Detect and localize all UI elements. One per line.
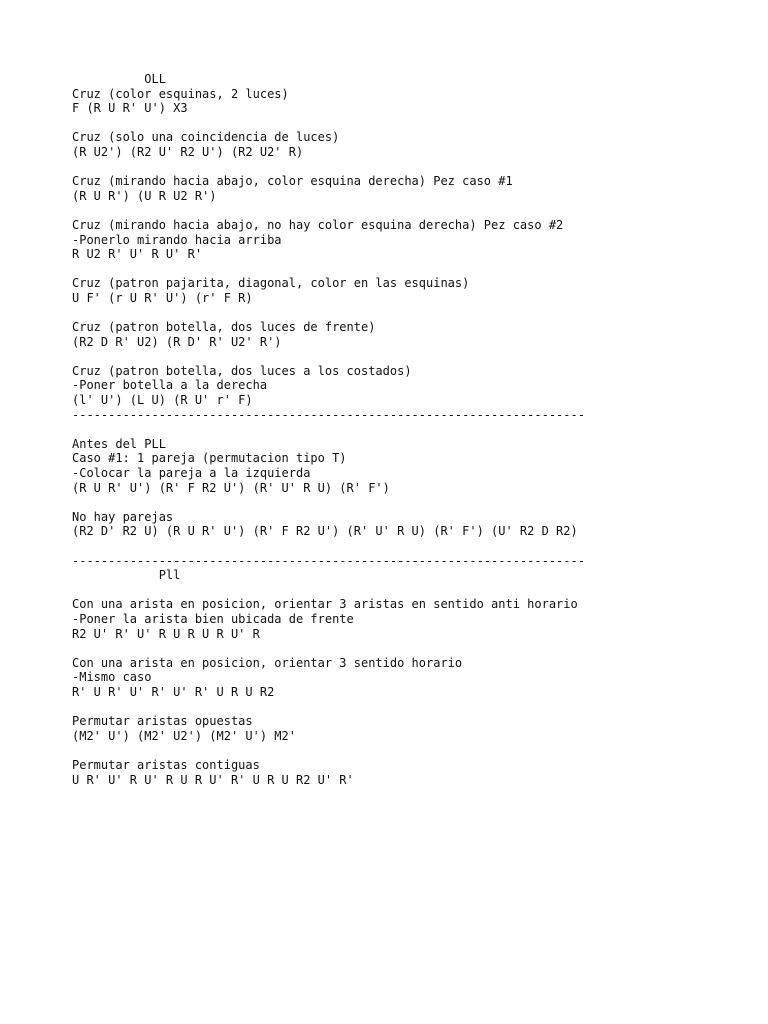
- text-line: U R' U' R U' R U R U' R' U R U R2 U' R': [72, 772, 354, 787]
- blank-line: [72, 700, 712, 715]
- blank-line: [72, 349, 712, 364]
- text-line: R2 U' R' U' R U R U R U' R: [72, 626, 260, 641]
- blank-line: [72, 160, 712, 175]
- text-line: -Poner la arista bien ubicada de frente: [72, 611, 354, 626]
- text-line: Cruz (color esquinas, 2 luces): [72, 86, 289, 101]
- text-line: (R2 D' R2 U) (R U R' U') (R' F R2 U') (R' U' R U) (R' F') (U' R2 D R2): [72, 524, 578, 539]
- text-line: (l' U') (L U) (R U' r' F): [72, 393, 253, 408]
- text-line: R' U R' U' R' U' R' U R U R2: [72, 684, 275, 699]
- text-line: (R U R') (U R U2 R'): [72, 188, 217, 203]
- text-line: Cruz (mirando hacia abajo, no hay color esquina derecha) Pez caso #2: [72, 217, 564, 232]
- blank-line: [72, 306, 712, 321]
- blank-line: [72, 495, 712, 510]
- text-line: Cruz (solo una coincidencia de luces): [72, 130, 340, 145]
- text-line: (R U R' U') (R' F R2 U') (R' U' R U) (R' F'): [72, 480, 390, 495]
- blank-line: [72, 422, 712, 437]
- document-body: [72, 72, 712, 787]
- text-line: (R U2') (R2 U' R2 U') (R2 U2' R): [72, 144, 304, 159]
- text-line: -Mismo caso: [72, 670, 152, 685]
- text-line: Permutar aristas opuestas: [72, 714, 253, 729]
- text-line: Cruz (patron botella, dos luces a los costados): [72, 363, 412, 378]
- blank-line: [72, 583, 712, 598]
- text-line: No hay parejas: [72, 509, 174, 524]
- blank-line: [72, 262, 712, 277]
- text-line: R U2 R' U' R U' R': [72, 247, 203, 262]
- text-line: Cruz (mirando hacia abajo, color esquina derecha) Pez caso #1: [72, 174, 513, 189]
- section-divider: -----------------------------------------------------------------------: [72, 407, 585, 422]
- text-line: Caso #1: 1 pareja (permutacion tipo T): [72, 451, 347, 466]
- text-line: -Poner botella a la derecha: [72, 378, 268, 393]
- blank-line: [72, 743, 712, 758]
- text-line: Cruz (patron pajarita, diagonal, color en las esquinas): [72, 276, 470, 291]
- text-line: U F' (r U R' U') (r' F R): [72, 290, 253, 305]
- blank-line: [72, 539, 712, 554]
- text-line: Permutar aristas contiguas: [72, 757, 260, 772]
- text-line: (M2' U') (M2' U2') (M2' U') M2': [72, 728, 296, 743]
- text-line: Cruz (patron botella, dos luces de frente): [72, 320, 376, 335]
- blank-line: [72, 116, 712, 131]
- text-line: Con una arista en posicion, orientar 3 aristas en sentido anti horario: [72, 597, 578, 612]
- blank-line: [72, 203, 712, 218]
- text-line: -Colocar la pareja a la izquierda: [72, 466, 311, 481]
- text-line: -Ponerlo mirando hacia arriba: [72, 232, 282, 247]
- blank-line: [72, 641, 712, 656]
- text-line: Pll: [72, 568, 181, 583]
- text-line: Antes del PLL: [72, 436, 166, 451]
- text-line: OLL: [72, 72, 166, 86]
- text-line: Con una arista en posicion, orientar 3 sentido horario: [72, 655, 463, 670]
- section-divider: -----------------------------------------------------------------------: [72, 553, 585, 568]
- text-line: (R2 D R' U2) (R D' R' U2' R'): [72, 334, 282, 349]
- text-line: F (R U R' U') X3: [72, 101, 188, 116]
